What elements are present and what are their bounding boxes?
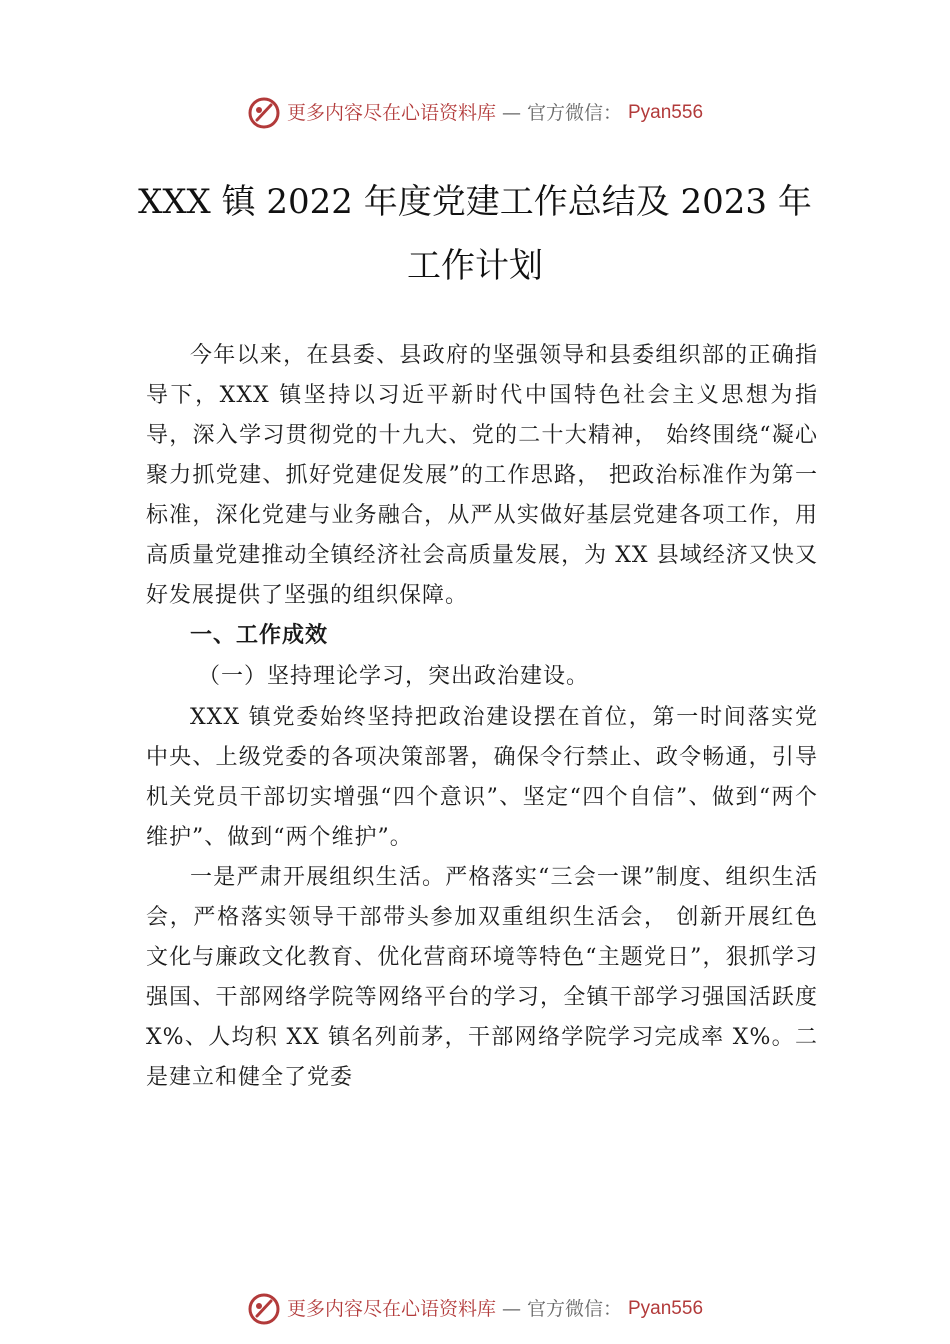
title-line-1: XXX 镇 2022 年度党建工作总结及 2023 年 (138, 182, 812, 222)
brand-logo-icon (247, 1292, 281, 1326)
document-body (146, 336, 818, 1098)
section-heading: 一、工作成效 (190, 623, 329, 648)
subsection-heading: （一）坚持理论学习，突出政治建设。 (198, 664, 590, 689)
brand-logo-icon (247, 96, 281, 130)
intro-paragraph: 今年以来，在县委、县政府的坚强领导和县委组织部的正确指导下，XXX 镇坚持以习近平新时代中国特色社会主义思想为指导，深入学习贯彻党的十九大、党的二十大精神， 始终围绕“凝心聚力抓党建、抓好党建促发展”的工作思路， 把政治标准作为第一标准，深化党建与业务融合，从严从实做好基层党建各项工作，用高质量党建推动全镇经济社会高质量发展，为 XX 县域经济又快又好发展提供了坚强的组织保障。 (146, 343, 818, 608)
watermark-brand: 更多内容尽在心语资料库 (286, 102, 496, 124)
watermark-separator: — (501, 1298, 521, 1320)
watermark-contact-id: Pyan556 (628, 1298, 704, 1319)
header-watermark (0, 96, 950, 130)
watermark-brand: 更多内容尽在心语资料库 (286, 1298, 496, 1320)
watermark-contact-label: 官方微信： (526, 102, 622, 124)
document-title (100, 170, 850, 298)
watermark-contact-id: Pyan556 (628, 102, 704, 123)
watermark-separator: — (501, 102, 521, 124)
body-paragraph-1: XXX 镇党委始终坚持把政治建设摆在首位，第一时间落实党中央、上级党委的各项决策部署，确保令行禁止、政令畅通，引导机关党员干部切实增强“四个意识”、坚定“四个自信”、做到“两个维护”、做到“两个维护”。 (146, 705, 818, 850)
footer-watermark (0, 1292, 950, 1326)
watermark-contact-label: 官方微信： (526, 1298, 622, 1320)
body-paragraph-2: 一是严肃开展组织生活。严格落实“三会一课”制度、组织生活会，严格落实领导干部带头参加双重组织生活会， 创新开展红色文化与廉政文化教育、优化营商环境等特色“主题党日”，狠抓学习强国、干部网络学院等网络平台的学习，全镇干部学习强国活跃度 X%、人均积 XX 镇名列前茅，干部网络学院学习完成率 X%。二是建立和健全了党委 (146, 865, 818, 1090)
title-line-2: 工作计划 (407, 246, 543, 286)
